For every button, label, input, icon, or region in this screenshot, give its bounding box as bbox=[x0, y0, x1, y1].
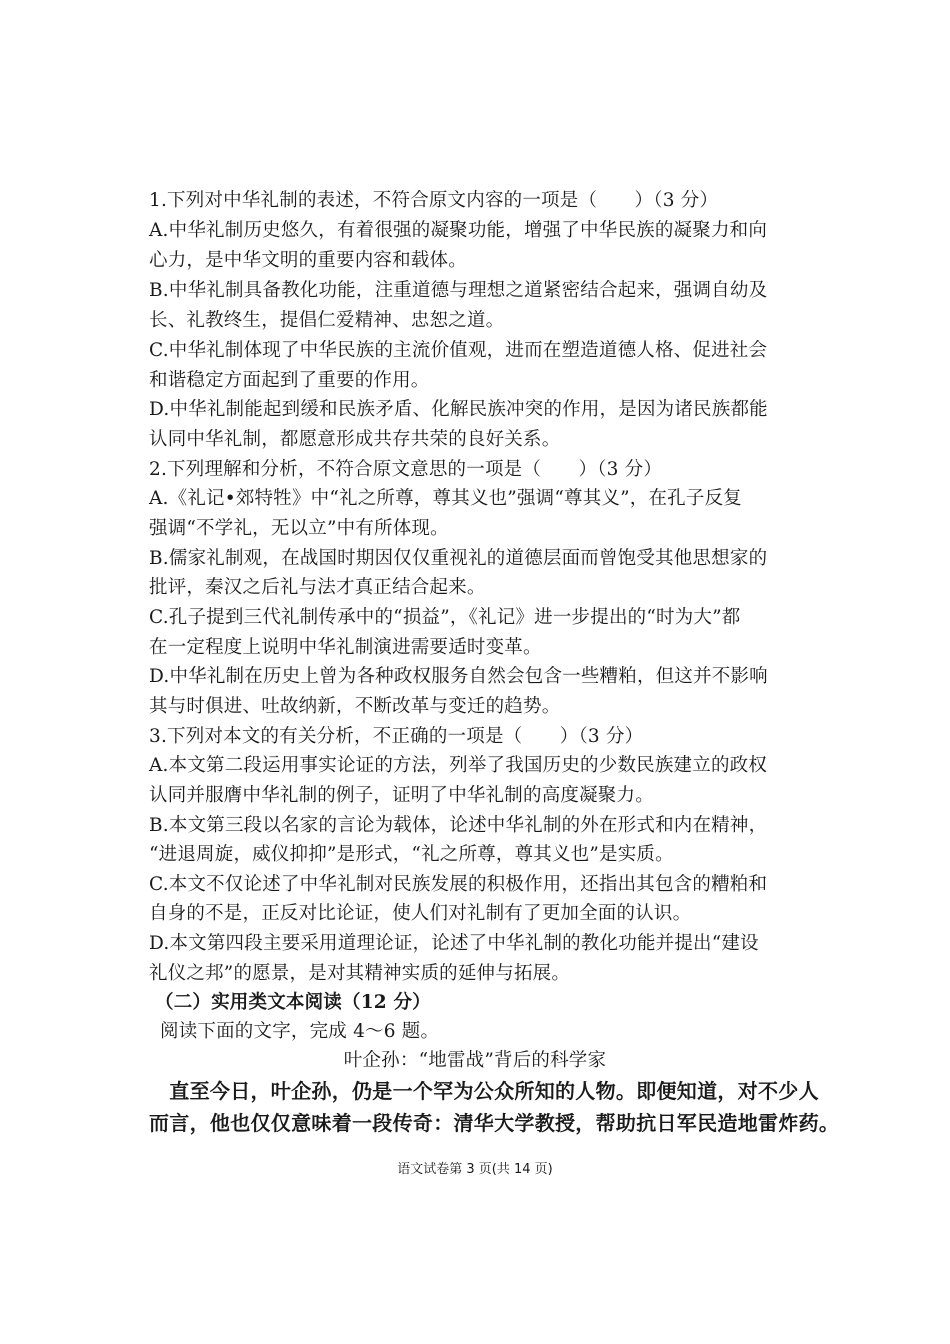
q1-option-d-line2: 认同中华礼制，都愿意形成共存共荣的良好关系。 bbox=[149, 429, 561, 450]
article-body-line2: 而言，他也仅仅意味着一段传奇：清华大学教授，帮助抗日军民造地雷炸药。 bbox=[149, 1111, 840, 1135]
q2-option-b-line2: 批评，秦汉之后礼与法才真正结合起来。 bbox=[149, 577, 486, 598]
section-instruction: 阅读下面的文字，完成 4～6 题。 bbox=[160, 1021, 440, 1042]
q1-option-a-line1: A.中华礼制历史悠久，有着很强的凝聚功能，增强了中华民族的凝聚力和向 bbox=[149, 220, 768, 241]
q3-option-d-line1: D.本文第四段主要采用道理论证，论述了中华礼制的教化功能并提出“建设 bbox=[149, 933, 759, 954]
question-2-stem: 2.下列理解和分析，不符合原文意思的一项是（ ）（3 分） bbox=[149, 459, 663, 480]
q3-option-b-line2: “进退周旋，威仪抑抑”是形式，“礼之所尊，尊其义也”是实质。 bbox=[149, 844, 674, 865]
q3-option-c-line1: C.本文不仅论述了中华礼制对民族发展的积极作用，还指出其包含的糟粕和 bbox=[149, 874, 768, 895]
q3-option-c-line2: 自身的不是，正反对比论证，使人们对礼制有了更加全面的认识。 bbox=[149, 903, 692, 924]
q1-option-a-line2: 心力，是中华文明的重要内容和载体。 bbox=[149, 250, 467, 271]
q3-option-a-line2: 认同并服膺中华礼制的例子，证明了中华礼制的高度凝聚力。 bbox=[149, 785, 654, 806]
article-title: 叶企孙：“地雷战”背后的科学家 bbox=[343, 1050, 607, 1071]
q2-option-b-line1: B.儒家礼制观，在战国时期因仅仅重视礼的道德层面而曾饱受其他思想家的 bbox=[149, 548, 768, 569]
question-1-stem: 1.下列对中华礼制的表述，不符合原文内容的一项是（ ）（3 分） bbox=[149, 190, 719, 211]
q2-option-a-line1: A.《礼记•郊特牲》中“礼之所尊，尊其义也”强调“尊其义”，在孔子反复 bbox=[149, 488, 742, 509]
q2-option-c-line2: 在一定程度上说明中华礼制演进需要适时变革。 bbox=[149, 637, 542, 658]
q3-option-d-line2: 礼仪之邦”的愿景，是对其精神实质的延伸与拓展。 bbox=[149, 963, 571, 984]
section-heading: （二）实用类文本阅读（12 分） bbox=[155, 992, 431, 1013]
article-body-line1: 直至今日，叶企孙，仍是一个罕为公众所知的人物。即便知道，对不少人 bbox=[149, 1079, 819, 1103]
q3-option-a-line1: A.本文第二段运用事实论证的方法，列举了我国历史的少数民族建立的政权 bbox=[149, 755, 768, 776]
q2-option-d-line1: D.中华礼制在历史上曾为各种政权服务自然会包含一些糟粕，但这并不影响 bbox=[149, 666, 768, 687]
q1-option-c-line1: C.中华礼制体现了中华民族的主流价值观，进而在塑造道德人格、促进社会 bbox=[149, 340, 768, 361]
page-footer: 语文试卷第 3 页(共 14 页) bbox=[397, 1162, 553, 1177]
q1-option-b-line1: B.中华礼制具备教化功能，注重道德与理想之道紧密结合起来，强调自幼及 bbox=[149, 280, 768, 301]
q1-option-c-line2: 和谐稳定方面起到了重要的作用。 bbox=[149, 370, 430, 391]
q2-option-d-line2: 其与时俱进、吐故纳新，不断改革与变迁的趋势。 bbox=[149, 696, 561, 717]
q1-option-d-line1: D.中华礼制能起到缓和民族矛盾、化解民族冲突的作用，是因为诸民族都能 bbox=[149, 399, 768, 420]
question-3-stem: 3.下列对本文的有关分析，不正确的一项是（ ）（3 分） bbox=[149, 726, 644, 747]
q1-option-b-line2: 长、礼教终生，提倡仁爱精神、忠恕之道。 bbox=[149, 310, 505, 331]
q3-option-b-line1: B.本文第三段以名家的言论为载体，论述中华礼制的外在形式和内在精神， bbox=[149, 815, 768, 836]
q2-option-a-line2: 强调“不学礼，无以立”中有所体现。 bbox=[149, 518, 449, 539]
q2-option-c-line1: C.孔子提到三代礼制传承中的“损益”，《礼记》进一步提出的“时为大”都 bbox=[149, 607, 741, 628]
